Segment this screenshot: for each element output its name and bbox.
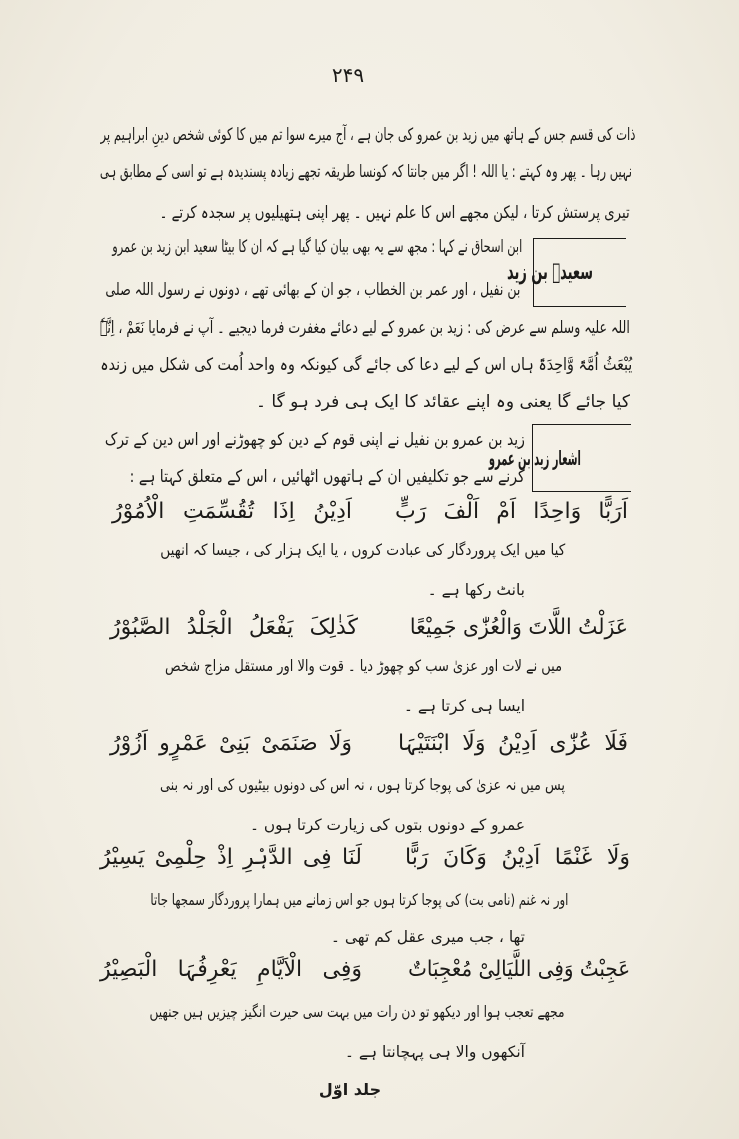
verse-3-second-slot <box>110 722 352 766</box>
verse-1-first-hemistich: اَرَبًّا وَاحِدًا اَمْ اَلْفَ رَبٍّ <box>395 499 628 524</box>
opening-line-3: تیری پرستش کرتا ، لیکن مجھے اس کا علم نہیں ۔ پھر اپنی ہتھیلیوں پر سجدہ کرتے ۔ <box>160 203 630 223</box>
verse-4-second-slot <box>100 836 362 880</box>
page-number: ۲۴۹ <box>331 63 365 87</box>
verse-3-first-hemistich: فَلَا عُزّٰی اَدِیْنُ وَلَا ابْنَتَیْہَا <box>398 731 628 756</box>
saeed-line-5: کیا جائے گا یعنی وہ اپنے عقائد کا ایک ہی فرد ہو گا ۔ <box>256 392 630 412</box>
poetry-intro-line-1-slot <box>105 423 525 457</box>
verse-3-translation-line-1: پس میں نہ عزیٰ کی پوجا کرتا ہوں ، نہ اس کی دونوں بیٹیوں کی اور نہ بنی <box>160 776 565 794</box>
verse-4-translation-1-slot <box>150 884 568 916</box>
verse-5-translation-2-slot <box>300 1036 525 1068</box>
verse-4-second-hemistich: لَنَا فِی الدَّہْرِ اِذْ حِلْمِیْ یَسِیْرُ <box>100 845 362 870</box>
verse-2-second-hemistich: کَذٰلِکَ یَفْعَلُ الْجَلْدُ الصَّبُوْرُ <box>110 615 358 640</box>
verse-3-translation-1-slot <box>160 769 565 801</box>
poetry-intro-line-2-slot <box>130 460 525 494</box>
section-heading-saeed: سعیدؓ بن زید <box>507 260 594 285</box>
verse-2-translation-1-slot <box>165 650 562 682</box>
poetry-intro-line-1: زید بن عمرو بن نفیل نے اپنی قوم کے دین کو چھوڑنے اور اس دین کے ترک <box>104 430 525 450</box>
section-heading-poetry: اشعار زید بن عمرو <box>489 446 582 470</box>
opening-line-1-slot <box>100 118 635 152</box>
section-heading-box-saeed <box>507 238 626 307</box>
poetry-intro-line-2: کرنے سے جو تکلیفیں ان کے ہاتھوں اٹھائیں ، اس کے متعلق کہتا ہے : <box>129 467 525 487</box>
saeed-line-2-slot <box>105 273 520 307</box>
page-footer-volume: جلد اوّل <box>318 1080 382 1099</box>
verse-1-translation-line-1: کیا میں ایک پروردگار کی عبادت کروں ، یا ایک ہزار کی ، جیسا کہ انھیں <box>159 541 565 559</box>
verse-5-translation-line-2: آنکھوں والا ہی پہچانتا ہے ۔ <box>344 1043 525 1061</box>
verse-1-first-slot <box>395 490 628 534</box>
verse-5-second-slot <box>100 948 362 992</box>
saeed-line-1-slot <box>112 230 522 264</box>
section-heading-saeed-slot <box>507 239 623 306</box>
section-heading-poetry-slot <box>489 425 628 491</box>
verse-3-second-hemistich: وَلَا صَنَمَیْ بَنِیْ عَمْرٍو اَزُوْرُ <box>109 731 352 756</box>
verse-3-first-slot <box>398 722 628 766</box>
saeed-line-4: یُبْعَثُ اُمَّۃً وَّاحِدَۃً ہاں اس کے لیے دعا کی جائے گی کیونکہ وہ واحد اُمت کی شکل میں زندہ <box>99 355 632 375</box>
verse-2-translation-line-2: ایسا ہی کرتا ہے ۔ <box>403 697 525 715</box>
verse-4-first-slot <box>405 836 630 880</box>
page-footer-slot <box>300 1074 400 1106</box>
verse-1-second-slot <box>112 490 352 534</box>
opening-line-2-slot <box>100 155 632 189</box>
section-heading-box-poetry <box>489 424 631 492</box>
verse-5-second-hemistich: وَفِی الْاَیَّامِ یَعْرِفُہَا الْبَصِیْرُ <box>100 957 362 982</box>
verse-1-translation-1-slot <box>160 534 565 566</box>
verse-4-translation-line-1: اور نہ غنم (نامی بت) کی پوجا کرتا ہوں جو اس زمانے میں ہمارا پروردگار سمجھا جاتا <box>149 891 568 909</box>
verse-5-translation-1-slot <box>150 996 565 1028</box>
verse-2-second-slot <box>110 606 358 650</box>
page-number-slot <box>300 58 396 92</box>
verse-2-translation-2-slot <box>300 690 525 722</box>
saeed-line-5-slot <box>150 385 630 419</box>
verse-2-first-slot <box>410 606 628 650</box>
saeed-line-1: ابن اسحاق نے کہا : مجھ سے یہ بھی بیان کیا گیا ہے کہ ان کا بیٹا سعید ابن زید بن عمرو <box>111 237 522 257</box>
verse-1-translation-2-slot <box>300 574 525 606</box>
verse-3-translation-line-2: عمرو کے دونوں بتوں کی زیارت کرتا ہوں ۔ <box>249 816 525 834</box>
verse-5-first-hemistich: عَجِبْتُ وَفِی اللَّیَالِیْ مُعْجِبَاتٌ <box>407 957 630 982</box>
verse-1-second-hemistich: اَدِیْنُ اِذَا تُقُسِّمَتِ الْاُمُوْرُ <box>111 499 352 524</box>
verse-5-translation-line-1: مجھے تعجب ہوا اور دیکھو تو دن رات میں بہت سی حیرت انگیز چیزیں ہیں جنھیں <box>149 1003 565 1021</box>
verse-1-translation-line-2: بانٹ رکھا ہے ۔ <box>427 581 525 599</box>
saeed-line-3: اللہ علیہ وسلم سے عرض کی : زید بن عمرو کے لیے دعائے مغفرت فرما دیجیے ۔ آپ نے فرمایا نَعَمْ ، اِنَّہٗ <box>100 318 630 338</box>
saeed-line-2: بن نفیل ، اور عمر بن الخطاب ، جو ان کے بھائی تھے ، دونوں نے رسول اللہ صلی <box>105 280 520 300</box>
verse-4-translation-line-2: تھا ، جب میری عقل کم تھی ۔ <box>330 928 525 946</box>
saeed-line-4-slot <box>100 348 632 382</box>
opening-line-2: نہیں رہا ۔ پھر وہ کہتے : یا اللہ ! اگر میں جانتا کہ کونسا طریقہ تجھے زیادہ پسندیدہ ہے تو اسی کے مطابق ہی <box>100 162 632 182</box>
opening-line-1: ذات کی قسم جس کے ہاتھ میں زید بن عمرو کی جان ہے ، آج میرے سوا تم میں کا کوئی شخص دینِ ابراہیم پر <box>99 125 635 145</box>
verse-5-first-slot <box>408 948 630 992</box>
verse-2-first-hemistich: عَزَلْتُ اللَّاتَ وَالْعُزّٰی جَمِیْعًا <box>409 615 628 640</box>
verse-4-first-hemistich: وَلَا غَنْمًا اَدِیْنُ وَکَانَ رَبًّا <box>405 845 630 870</box>
verse-2-translation-line-1: میں نے لات اور عزیٰ سب کو چھوڑ دیا ۔ قوت والا اور مستقل مزاج شخص <box>164 657 562 675</box>
saeed-line-3-slot <box>100 311 630 345</box>
opening-line-3-slot <box>160 196 630 230</box>
